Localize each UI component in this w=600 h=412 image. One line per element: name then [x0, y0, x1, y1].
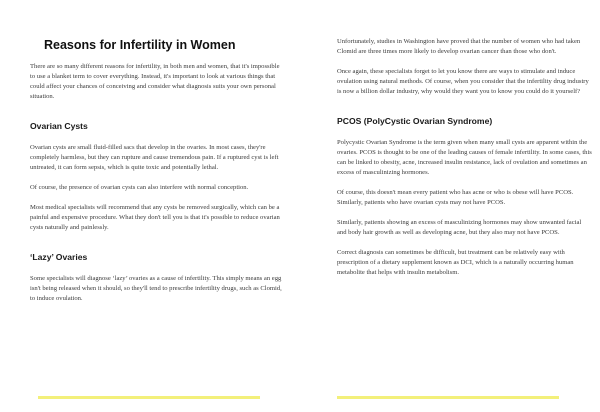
ovarian-cysts-paragraph: Of course, the presence of ovarian cysts can also interfere with normal conception. — [30, 184, 249, 191]
footer-rule — [337, 396, 559, 399]
ovarian-cysts-paragraph: Most medical specialists will recommend that any cysts be removed surgically, which can be a painful and expensive procedure. What they don't tell you is that it's possible to reduce ovarian cysts naturally and painlessly. — [30, 204, 280, 231]
lazy-ovaries-paragraph: Some specialists will diagnose ‘lazy’ ovaries as a cause of infertility. This simply means an egg isn't being released when it should, so they'll tend to prescribe infertility drugs, such as Clomid, to induce ovulation. — [30, 275, 282, 302]
right-page — [300, 0, 600, 412]
footer-rule — [38, 396, 260, 399]
page-title: Reasons for Infertility in Women — [44, 38, 236, 52]
left-page-content — [30, 0, 285, 304]
pcos-paragraph: Correct diagnosis can sometimes be difficult, but treatment can be relatively easy with prescription of a dietary supplement known as DCI, which is a naturally occurring human metabolite that helps with insulin metabolism. — [337, 249, 574, 276]
intro-paragraph: There are so many different reasons for infertility, in both men and women, that it's impossible to use a blanket term to cover everything. Instead, it's important to look at various things that could affect your chances of conceiving and consider what diagnosis suits your own personal situation. — [30, 63, 280, 100]
section-heading-pcos: PCOS (PolyCystic Ovarian Syndrome) — [337, 116, 493, 126]
ovarian-cysts-paragraph: Ovarian cysts are small fluid-filled sacs that develop in the ovaries. In most cases, they're completely harmless, but they can rupture and cause tremendous pain. If a ruptured cyst is left untreated, it can form sepsis, which is quite toxic and potentially lethal. — [30, 144, 279, 171]
continued-paragraph: Unfortunately, studies in Washington have proved that the number of women who had taken Clomid are three times more likely to develop ovarian cancer than those who don't. — [337, 38, 581, 55]
pcos-paragraph: Of course, this doesn't mean every patient who has acne or who is obese will have PCOS. Similarly, patients who have ovarian cysts may not have PCOS. — [337, 189, 574, 206]
continued-paragraph: Once again, these specialists forget to let you know there are ways to stimulate and induce ovulation using natural methods. Of course, when you consider that the infertility drug industry is now a billion dollar industry, why would they want you to know you could do it yourself? — [337, 68, 589, 95]
pcos-paragraph: Polycystic Ovarian Syndrome is the term given when many small cysts are apparent within the ovaries. PCOS is thought to be one of the leading causes of female infertility. In some cases, this can be linked to obesity, acne, increased insulin resistance, lack of ovulation and sometimes an excess of masculinizing hormones. — [337, 139, 592, 176]
section-heading-lazy-ovaries: ‘Lazy’ Ovaries — [30, 252, 88, 262]
section-heading-ovarian-cysts: Ovarian Cysts — [30, 121, 88, 131]
pcos-paragraph: Similarly, patients showing an excess of masculinizing hormones may show unwanted facial and body hair growth as well as developing acne, but they also may not have PCOS. — [337, 219, 582, 236]
right-page-content — [337, 0, 592, 278]
